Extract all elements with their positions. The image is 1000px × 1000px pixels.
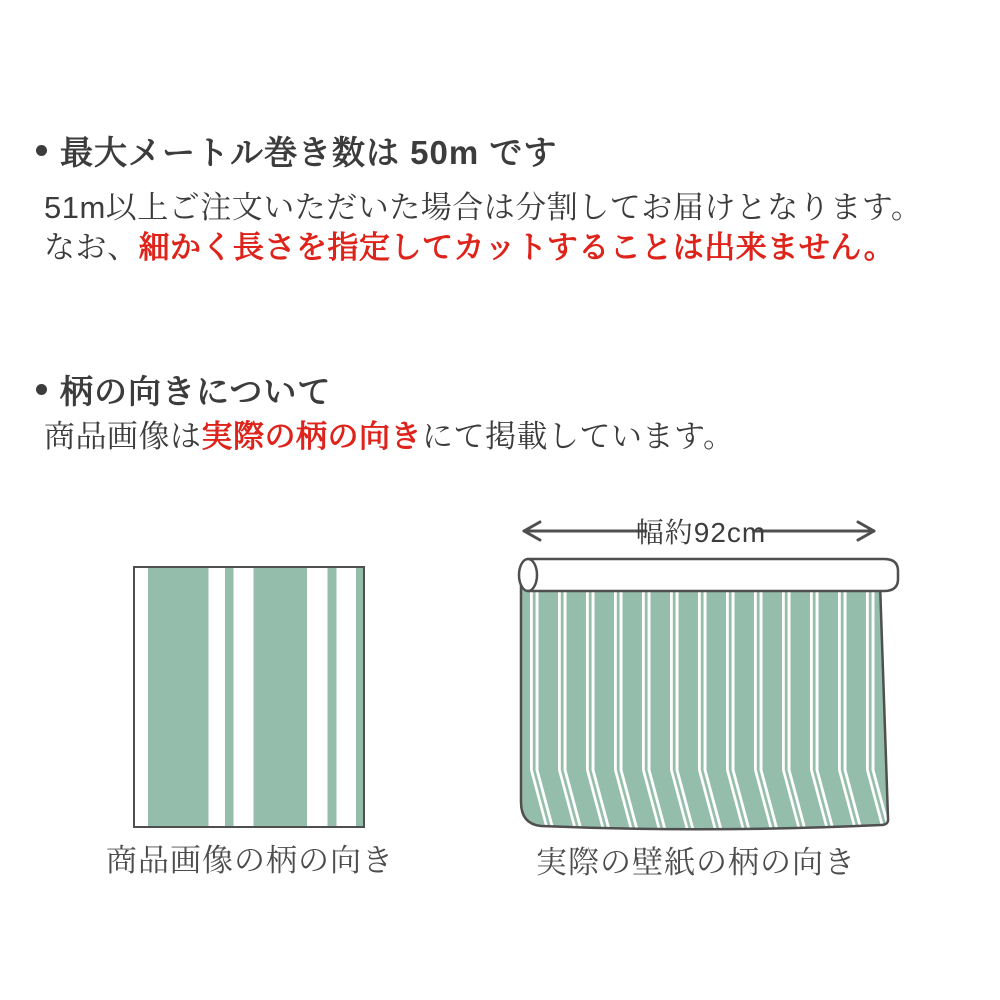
roll-tube [519, 559, 898, 591]
pattern-direction-heading: 柄の向きについて [60, 373, 332, 410]
pattern-direction-suffix: にて掲載しています。 [422, 419, 735, 454]
width-arrow [524, 517, 874, 548]
pattern-direction-heading-row [36, 366, 331, 413]
product-image-caption: 商品画像の柄の向き [106, 843, 394, 878]
bullet-icon [36, 384, 47, 395]
roll-end-cap [519, 559, 537, 591]
pattern-direction-prefix: 商品画像は [44, 419, 202, 454]
max-roll-heading: 最大メートル巻き数は 50m です [60, 134, 558, 171]
bullet-icon [36, 145, 47, 156]
product-image-swatch-illustration [133, 566, 365, 828]
max-roll-line2-warning: 細かく長さを指定してカットすることは出来ません。 [138, 230, 896, 265]
wallpaper-roll-figure [480, 505, 920, 835]
max-roll-line2-prefix: なお、 [44, 230, 139, 265]
actual-wallpaper-caption: 実際の壁紙の柄の向き [536, 845, 856, 880]
width-label: 幅約92cm [635, 517, 767, 548]
pattern-direction-line [44, 411, 735, 456]
wallpaper-roll-illustration [480, 505, 920, 835]
max-roll-line2 [44, 222, 895, 267]
max-roll-heading-row [36, 127, 557, 174]
wallpaper-sheet [510, 575, 905, 835]
pattern-direction-emphasis: 実際の柄の向き [201, 419, 422, 454]
max-roll-line1: 51m以上ご注文いただいた場合は分割してお届けとなります。 [44, 190, 923, 225]
